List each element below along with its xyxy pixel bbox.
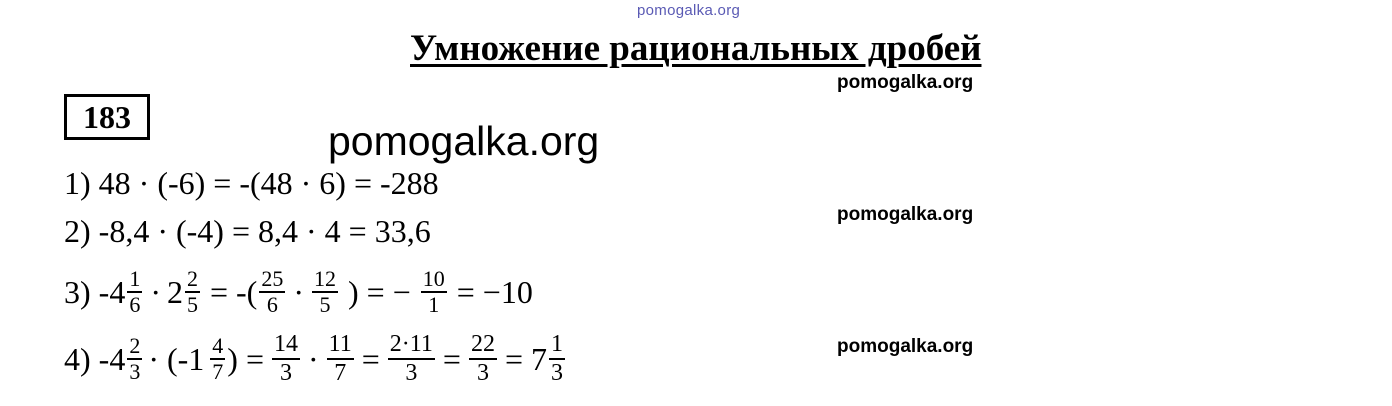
watermark-side-3[interactable]: pomogalka.org [837, 336, 974, 357]
equals-sign: ) = − [347, 273, 411, 310]
multiply-sign: · [293, 273, 304, 310]
equals-sign: ) = [227, 340, 264, 377]
fraction: $\frac{14}{3}$ [273, 331, 298, 386]
fraction: $\frac{10}{1}$ [422, 266, 445, 317]
equals-sign: = [361, 340, 380, 377]
fraction: $\frac{4}{7}$ [212, 333, 224, 384]
equals-sign: = [442, 340, 461, 377]
fraction: $\frac{12}{5}$ [313, 266, 336, 317]
multiply-sign: · [150, 273, 161, 310]
whole-part: 2 [166, 273, 183, 310]
fraction: $\frac{11}{7}$ [328, 331, 352, 386]
result-whole: = 7 [504, 340, 547, 377]
multiply-sign: · [307, 340, 319, 377]
watermark-side-2[interactable]: pomogalka.org [837, 204, 974, 225]
fraction: $\frac{1}{6}$ [129, 266, 141, 317]
solution-line-4 [64, 326, 567, 392]
line-4-prefix: 4) -4 [64, 340, 126, 377]
watermark-big[interactable]: pomogalka.org [328, 118, 600, 164]
fraction: $\frac{2\cdot 11}{3}$ [389, 331, 433, 386]
line-2-text: 2) -8,4 · (-4) = 8,4 · 4 = 33,6 [64, 212, 431, 249]
top-watermark[interactable]: pomogalka.org [637, 2, 741, 19]
equals-sign: = -( [209, 273, 258, 310]
multiply-sign: · (-1 [148, 340, 205, 377]
solution-line-2 [64, 206, 431, 256]
line-1-text: 1) 48 · (-6) = -(48 · 6) = -288 [64, 164, 439, 201]
fraction: $\frac{22}{3}$ [470, 331, 495, 386]
fraction: $\frac{2}{3}$ [129, 333, 141, 384]
page-title: Умножение рациональных дробей [410, 28, 982, 69]
result: = −10 [456, 273, 533, 310]
fraction: $\frac{2}{5}$ [186, 266, 198, 317]
solution-line-3 [64, 262, 533, 322]
problem-number: 183 [64, 94, 150, 140]
fraction: $\frac{25}{6}$ [261, 266, 284, 317]
line-3-prefix: 3) -4 [64, 273, 126, 310]
watermark-side-1[interactable]: pomogalka.org [837, 72, 974, 93]
fraction: $\frac{1}{3}$ [551, 331, 563, 386]
solution-line-1 [64, 158, 439, 208]
